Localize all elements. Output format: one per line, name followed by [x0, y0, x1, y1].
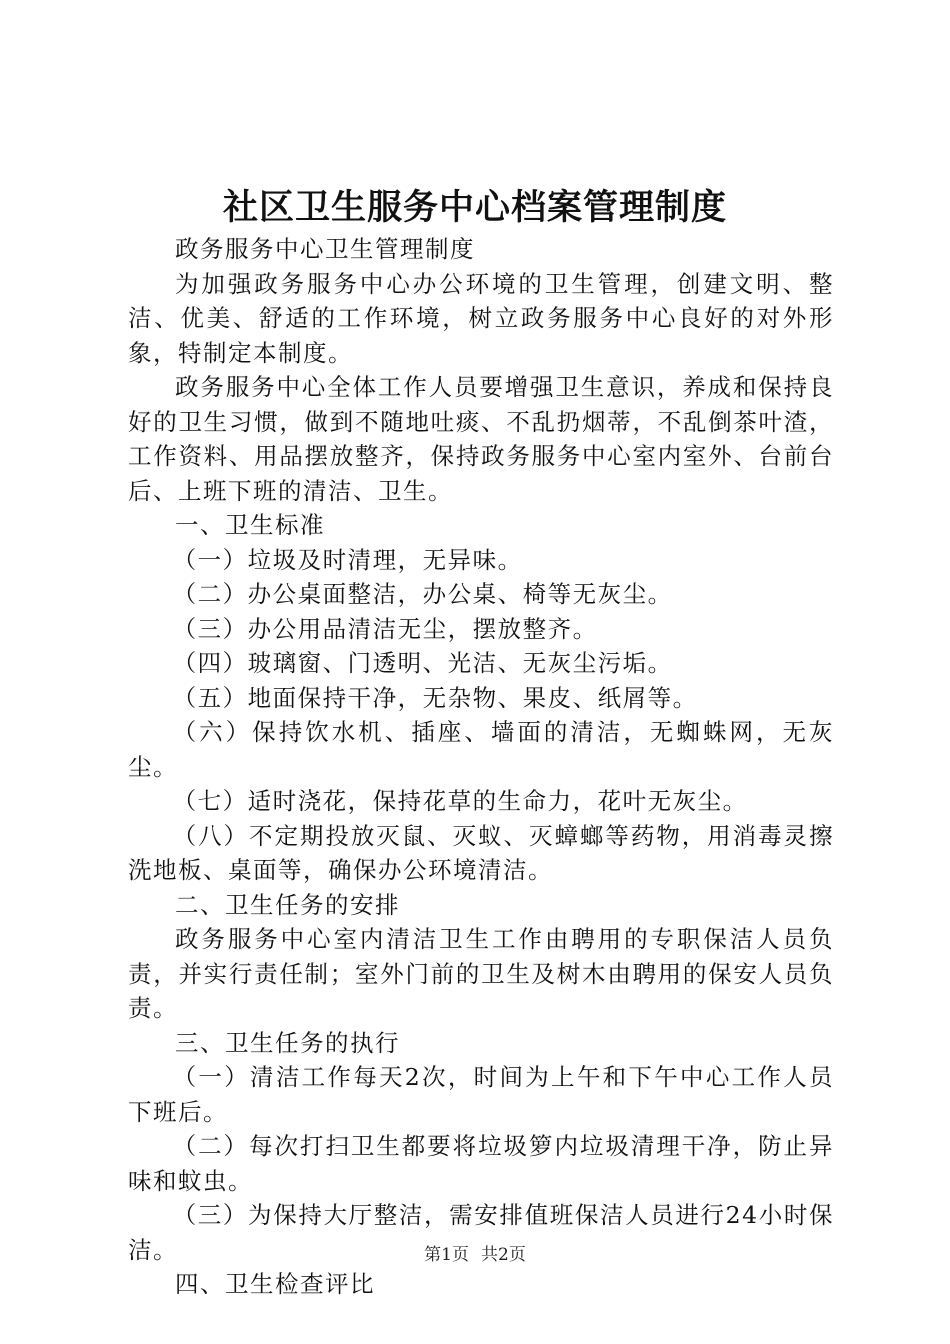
- standard-item-7: （七）适时浇花，保持花草的生命力，花叶无灰尘。: [172, 787, 748, 815]
- requirement-paragraph: 政务服务中心全体工作人员要增强卫生意识，养成和保持良好的卫生习惯，做到不随地吐痰、不乱扔烟蒂，不乱倒茶叶渣，工作资料、用品摆放整齐，保持政务服务中心室内室外、台前台后、上班下班的清洁、卫生。: [128, 373, 834, 505]
- section-heading-execution: 三、卫生任务的执行: [175, 1028, 400, 1057]
- page-footer: [0, 1243, 950, 1267]
- execution-item-2: （二）每次打扫卫生都要将垃圾箩内垃圾清理干净，防止异味和蚊虫。: [128, 1132, 834, 1195]
- subtitle-paragraph: 政务服务中心卫生管理制度: [175, 235, 475, 263]
- document-title: 社区卫生服务中心档案管理制度: [222, 187, 727, 228]
- intro-paragraph: 为加强政务服务中心办公环境的卫生管理，创建文明、整洁、优美、舒适的工作环境，树立政务服务中心良好的对外形象，特制定本制度。: [128, 269, 834, 367]
- page-number: 第1页: [424, 1245, 469, 1265]
- arrangement-paragraph: 政务服务中心室内清洁卫生工作由聘用的专职保洁人员负责，并实行责任制；室外门前的卫生及树木由聘用的保安人员负责。: [128, 925, 834, 1022]
- standard-item-2: （二）办公桌面整洁，办公桌、椅等无灰尘。: [172, 580, 673, 608]
- standard-item-8: （八）不定期投放灭鼠、灭蚁、灭蟑螂等药物，用消毒灵擦洗地板、桌面等，确保办公环境清洁。: [128, 821, 834, 884]
- execution-item-1: （一）清洁工作每天2次，时间为上午和下午中心工作人员下班后。: [128, 1063, 834, 1126]
- section-heading-standards: 一、卫生标准: [175, 511, 325, 539]
- document-body: [128, 232, 834, 1302]
- standard-item-3: （三）办公用品清洁无尘，摆放整齐。: [172, 614, 598, 643]
- standard-item-6: （六）保持饮水机、插座、墙面的清洁，无蜘蛛网，无灰尘。: [128, 718, 834, 781]
- execution-item-3: （三）为保持大厅整洁，需安排值班保洁人员进行24小时保洁。: [128, 1201, 834, 1264]
- page-total: 共2页: [481, 1245, 526, 1265]
- section-heading-arrangement: 二、卫生任务的安排: [175, 890, 400, 919]
- standard-item-1: （一）垃圾及时清理，无异味。: [172, 545, 523, 574]
- section-heading-inspection: 四、卫生检查评比: [175, 1270, 375, 1298]
- standard-item-4: （四）玻璃窗、门透明、光洁、无灰尘污垢。: [172, 649, 673, 677]
- standard-item-5: （五）地面保持干净，无杂物、果皮、纸屑等。: [172, 683, 698, 712]
